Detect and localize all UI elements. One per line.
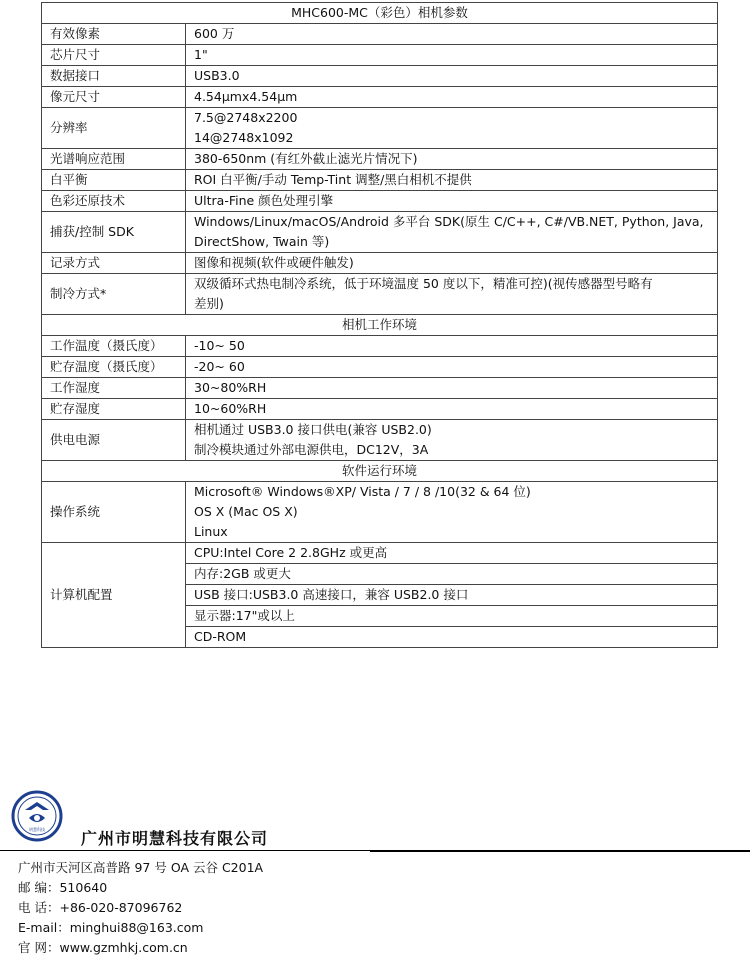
camera-spec-value <box>186 170 718 191</box>
camera-spec-row <box>42 45 718 66</box>
pc-config-value: CPU:Intel Core 2 2.8GHz 或更高 <box>186 543 718 564</box>
env-spec-value <box>186 420 718 461</box>
camera-spec-value <box>186 253 718 274</box>
camera-spec-row <box>42 149 718 170</box>
env-spec-key: 贮存温度（摄氏度） <box>42 357 186 378</box>
camera-spec-key: 光谱响应范围 <box>42 149 186 170</box>
camera-spec-row <box>42 170 718 191</box>
phone: 电 话：+86-020-87096762 <box>18 900 183 915</box>
os-value-line: OS X (Mac OS X) <box>194 504 298 519</box>
email: E-mail：minghui88@163.com <box>18 920 204 935</box>
env-section-header <box>42 315 718 336</box>
camera-spec-value <box>186 24 718 45</box>
env-spec-key: 供电电源 <box>42 420 186 461</box>
pc-config-row <box>42 543 718 564</box>
logo-text: 明慧科技 <box>29 827 45 832</box>
camera-section-header <box>42 3 718 24</box>
env-spec-value-line: -10~ 50 <box>194 338 245 353</box>
camera-spec-key: 色彩还原技术 <box>42 191 186 212</box>
env-section-title: 相机工作环境 <box>42 315 718 336</box>
camera-spec-row <box>42 191 718 212</box>
env-spec-key: 工作湿度 <box>42 378 186 399</box>
camera-spec-value <box>186 149 718 170</box>
env-spec-row <box>42 378 718 399</box>
camera-spec-value-line: 差别) <box>194 296 224 311</box>
camera-spec-row <box>42 253 718 274</box>
os-value-line: Microsoft® Windows®XP/ Vista / 7 / 8 /10(32 & 64 位) <box>194 484 531 499</box>
camera-spec-value-line: Ultra-Fine 颜色处理引擎 <box>194 193 334 208</box>
camera-spec-value <box>186 191 718 212</box>
pc-config-value: 显示器:17"或以上 <box>186 606 718 627</box>
camera-spec-value-line: 600 万 <box>194 26 235 41</box>
camera-spec-row <box>42 108 718 149</box>
camera-spec-key: 数据接口 <box>42 66 186 87</box>
env-spec-row <box>42 357 718 378</box>
spec-table <box>41 2 718 648</box>
camera-spec-key: 捕获/控制 SDK <box>42 212 186 253</box>
os-row <box>42 482 718 543</box>
camera-spec-value-line: 图像和视频(软件或硬件触发) <box>194 255 354 270</box>
camera-spec-value-line: 14@2748x1092 <box>194 130 294 145</box>
company-name: 广州市明慧科技有限公司 <box>81 829 269 848</box>
env-spec-value <box>186 357 718 378</box>
camera-spec-row <box>42 274 718 315</box>
address: 广州市天河区高普路 97 号 OA 云谷 C201A <box>18 860 264 875</box>
env-spec-row <box>42 399 718 420</box>
camera-spec-key: 白平衡 <box>42 170 186 191</box>
pc-config-value: USB 接口:USB3.0 高速接口，兼容 USB2.0 接口 <box>186 585 718 606</box>
camera-spec-key: 有效像素 <box>42 24 186 45</box>
env-spec-row <box>42 336 718 357</box>
env-spec-value-line: 10~60%RH <box>194 401 267 416</box>
camera-spec-row <box>42 66 718 87</box>
camera-spec-key: 记录方式 <box>42 253 186 274</box>
software-section-title: 软件运行环境 <box>42 461 718 482</box>
env-spec-value <box>186 336 718 357</box>
camera-spec-row <box>42 87 718 108</box>
camera-spec-value <box>186 66 718 87</box>
camera-spec-value-line: ROI 白平衡/手动 Temp-Tint 调整/黑白相机不提供 <box>194 172 472 187</box>
camera-section-title: MHC600-MC（彩色）相机参数 <box>42 3 718 24</box>
divider-thick <box>370 850 750 852</box>
postcode: 邮 编：510640 <box>18 880 108 895</box>
os-value <box>186 482 718 543</box>
os-key: 操作系统 <box>42 482 186 543</box>
env-spec-key: 贮存湿度 <box>42 399 186 420</box>
env-spec-row <box>42 420 718 461</box>
camera-spec-value-line: 1" <box>194 47 208 62</box>
env-spec-value <box>186 378 718 399</box>
env-spec-value-line: 30~80%RH <box>194 380 267 395</box>
camera-spec-key: 像元尺寸 <box>42 87 186 108</box>
env-spec-key: 工作温度（摄氏度） <box>42 336 186 357</box>
camera-spec-value-line: 4.54μmx4.54μm <box>194 89 298 104</box>
env-spec-value <box>186 399 718 420</box>
os-value-line: Linux <box>194 524 228 539</box>
pc-config-key: 计算机配置 <box>42 543 186 648</box>
camera-spec-value <box>186 87 718 108</box>
camera-spec-value-line: 7.5@2748x2200 <box>194 110 298 125</box>
env-spec-value-line: 相机通过 USB3.0 接口供电(兼容 USB2.0) <box>194 422 432 437</box>
camera-spec-value <box>186 108 718 149</box>
website: 官 网：www.gzmhkj.com.cn <box>18 940 188 955</box>
camera-spec-value-line: Windows/Linux/macOS/Android 多平台 SDK(原生 C/C++, C#/VB.NET, Python, Java, <box>194 214 704 229</box>
camera-spec-key: 分辨率 <box>42 108 186 149</box>
camera-spec-value-line: DirectShow, Twain 等) <box>194 234 330 249</box>
contact-info <box>18 858 263 958</box>
env-spec-value-line: -20~ 60 <box>194 359 245 374</box>
camera-spec-key: 芯片尺寸 <box>42 45 186 66</box>
camera-spec-row <box>42 24 718 45</box>
camera-spec-value <box>186 274 718 315</box>
company-logo-icon <box>11 790 63 842</box>
software-section-header <box>42 461 718 482</box>
camera-spec-value <box>186 45 718 66</box>
camera-spec-value <box>186 212 718 253</box>
pc-config-value: 内存:2GB 或更大 <box>186 564 718 585</box>
camera-spec-value-line: USB3.0 <box>194 68 240 83</box>
camera-spec-value-line: 380-650nm (有红外截止滤光片情况下) <box>194 151 418 166</box>
camera-spec-row <box>42 212 718 253</box>
pc-config-value: CD-ROM <box>186 627 718 648</box>
env-spec-value-line: 制冷模块通过外部电源供电，DC12V，3A <box>194 442 429 457</box>
camera-spec-value-line: 双级循环式热电制冷系统，低于环境温度 50 度以下，精准可控)(视传感器型号略有 <box>194 276 653 291</box>
camera-spec-key: 制冷方式* <box>42 274 186 315</box>
